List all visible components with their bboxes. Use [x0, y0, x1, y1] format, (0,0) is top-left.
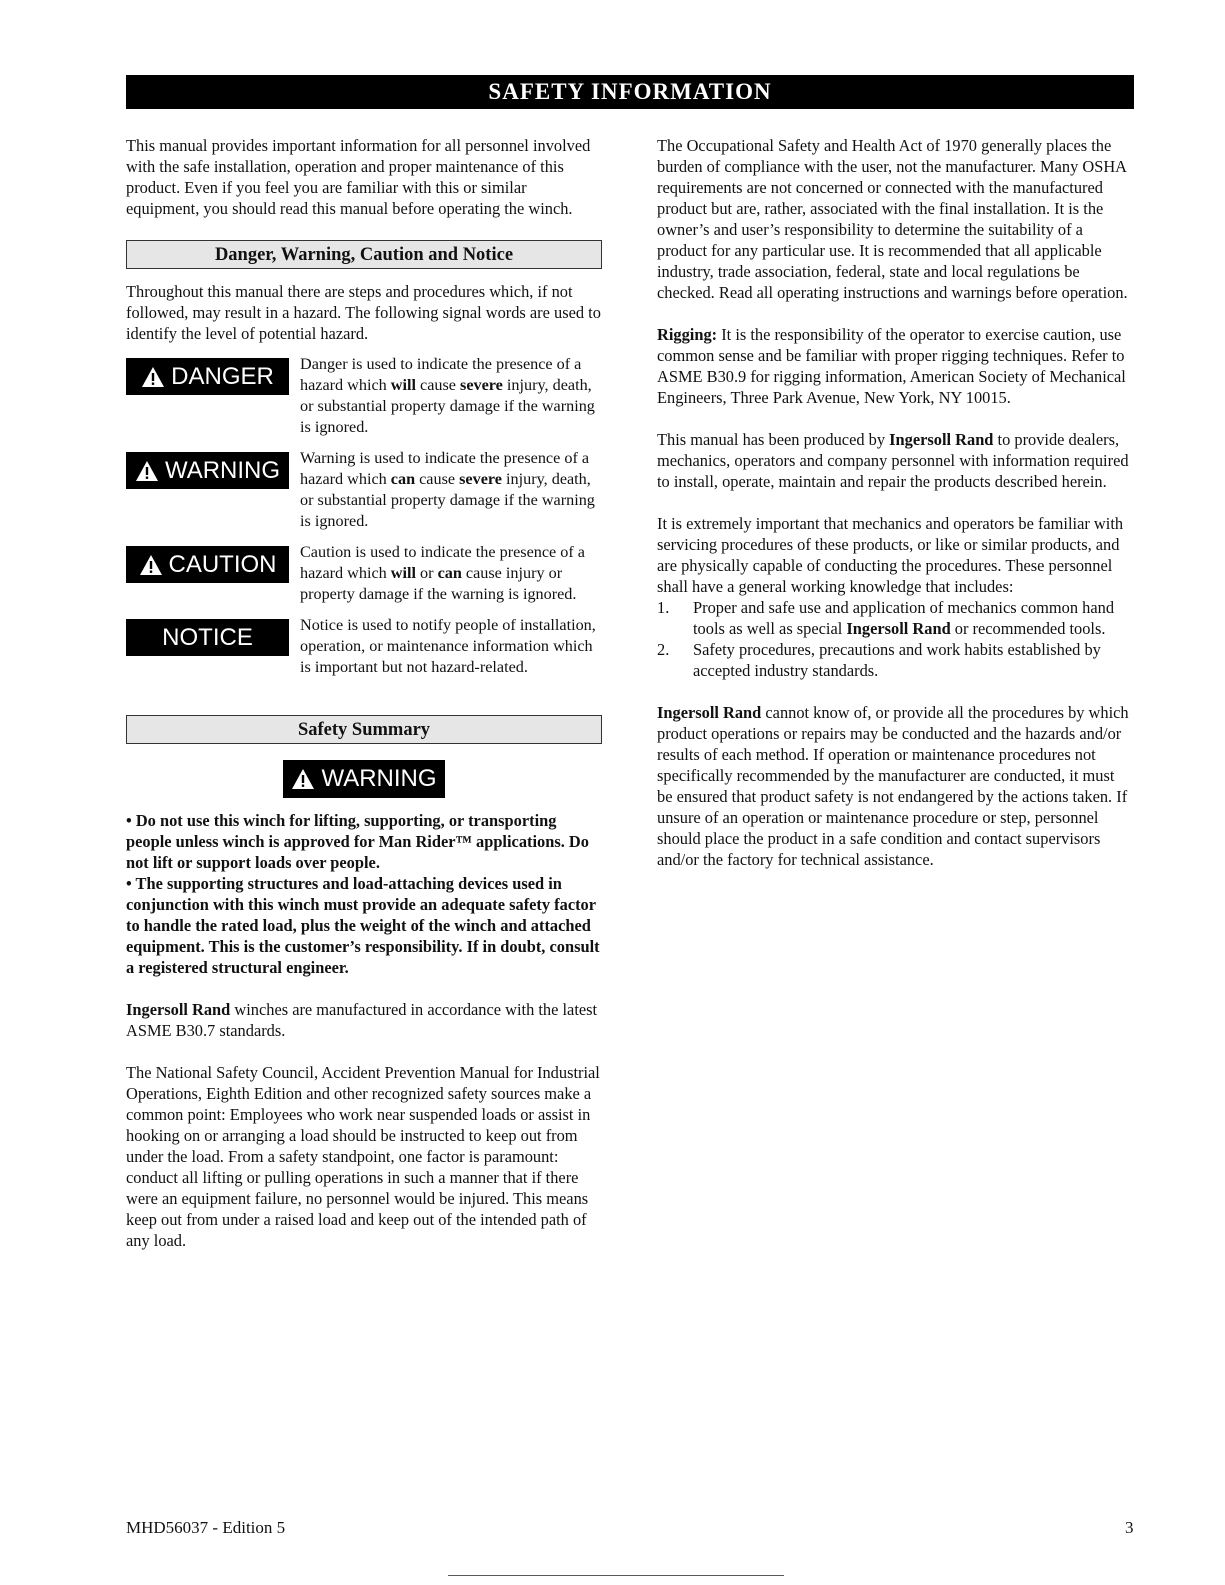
- warning-triangle-icon: [141, 366, 165, 388]
- section-heading-signal-words: Danger, Warning, Caution and Notice: [126, 240, 602, 269]
- list-item: 2. Safety procedures, precautions and work habits established by accepted industry standards.: [657, 640, 1101, 680]
- warning-badge: [126, 452, 289, 489]
- warning-label: WARNING: [164, 456, 281, 484]
- notice-label: NOTICE: [162, 623, 253, 651]
- warning-triangle-icon: [291, 768, 315, 790]
- left-column: [126, 135, 602, 1251]
- signal-caution: [126, 542, 602, 605]
- warning-triangle-icon: [139, 554, 163, 576]
- signal-notice: [126, 615, 602, 678]
- list-item: 1. Proper and safe use and application of mechanics common hand tools as well as special Ingersoll Rand or recommended tools.: [657, 598, 1115, 638]
- danger-label: DANGER: [171, 362, 274, 390]
- danger-badge: [126, 358, 289, 395]
- footer-page-number: 3: [1125, 1518, 1134, 1537]
- knowledge-list: [657, 597, 1133, 681]
- signal-words-intro: Throughout this manual there are steps and procedures which, if not followed, may result in a hazard. The following signal words are used to identify the level of potential hazard.: [126, 282, 601, 343]
- section-heading-safety-summary: Safety Summary: [126, 715, 602, 744]
- important-paragraph: It is extremely important that mechanics and operators be familiar with servicing procedures of these products, or like or similar products, and are physically capable of conducting the procedures. These personnel shall have a general working knowledge that includes:: [657, 514, 1124, 596]
- safety-bullet: • The supporting structures and load-attaching devices used in conjunction with this winch must provide an adequate safety factor to handle the rated load, plus the weight of the winch and attached equipment. This is the customer’s responsibility. If in doubt, consult a registered structural engineer.: [126, 874, 600, 977]
- signal-danger: [126, 354, 602, 438]
- asme-paragraph: Ingersoll Rand winches are manufactured in accordance with the latest ASME B30.7 standards.: [126, 1000, 598, 1040]
- notice-badge: [126, 619, 289, 656]
- intro-paragraph: This manual provides important information for all personnel involved with the safe installation, operation and proper maintenance of this product. Even if you feel you are familiar with this or similar equipment, you should read this manual before operating the winch.: [126, 136, 591, 218]
- danger-description: Danger is used to indicate the presence of a hazard which will cause severe injury, death, or substantial property damage if the warning is ignored.: [300, 355, 595, 436]
- page-title: SAFETY INFORMATION: [126, 75, 1134, 109]
- osha-paragraph: The Occupational Safety and Health Act of 1970 generally places the burden of compliance with the user, not the manufacturer. Many OSHA requirements are not concerned or connected with the manufactured product but are, rather, associated with the final installation. It is the owner’s and user’s responsibility to determine the suitability of a product for any particular use. It is recommended that all applicable industry, trade association, federal, state and local regulations be checked. Read all operating instructions and warnings before operation.: [657, 136, 1128, 302]
- summary-warning-label: WARNING: [321, 765, 437, 792]
- warning-triangle-icon: [135, 460, 159, 482]
- rigging-paragraph: Rigging: It is the responsibility of the operator to exercise caution, use common sense and be familiar with proper rigging techniques. Refer to ASME B30.9 for rigging information, American Society of Mechanical Engineers, Three Park Avenue, New York, NY 10015.: [657, 325, 1126, 407]
- produced-paragraph: This manual has been produced by Ingersoll Rand to provide dealers, mechanics, operators and company personnel with information required to install, operate, maintain and repair the products described herein.: [657, 430, 1129, 491]
- notice-description: Notice is used to notify people of installation, operation, or maintenance information which is important but not hazard-related.: [300, 616, 596, 676]
- signal-warning: [126, 448, 602, 532]
- nsc-paragraph: The National Safety Council, Accident Prevention Manual for Industrial Operations, Eighth Edition and other recognized safety sources make a common point: Employees who work near suspended loads or assist in hooking on or arranging a load should be instructed to keep out from under the load. From a safety standpoint, one factor is paramount: conduct all lifting or pulling operations in such a manner that if there were an equipment failure, no personnel would be injured. This means keep out from under a raised load and keep out of the intended path of any load.: [126, 1063, 600, 1250]
- footer-document-id: MHD56037 - Edition 5: [126, 1518, 286, 1537]
- safety-bullet: • Do not use this winch for lifting, supporting, or transporting people unless winch is approved for Man Rider™ applications. Do not lift or support loads over people.: [126, 811, 589, 872]
- cannot-know-paragraph: Ingersoll Rand cannot know of, or provide all the procedures by which product operations or repairs may be conducted and the hazards and/or results of each method. If operation or maintenance procedures not specifically recommended by the manufacturer are conducted, it must be ensured that product safety is not endangered by the actions taken. If unsure of an operation or maintenance procedure or step, personnel should place the product in a safe condition and contact supervisors and/or the factory for technical assistance.: [657, 703, 1129, 869]
- right-column: [657, 135, 1133, 870]
- page-bottom-divider: [448, 1575, 784, 1576]
- summary-warning-badge: [283, 760, 445, 798]
- caution-description: Caution is used to indicate the presence of a hazard which will or can cause injury or property damage if the warning is ignored.: [300, 543, 585, 603]
- caution-label: CAUTION: [168, 550, 277, 578]
- warning-description: Warning is used to indicate the presence of a hazard which can cause severe injury, death, or substantial property damage if the warning is ignored.: [300, 449, 595, 530]
- caution-badge: [126, 546, 289, 583]
